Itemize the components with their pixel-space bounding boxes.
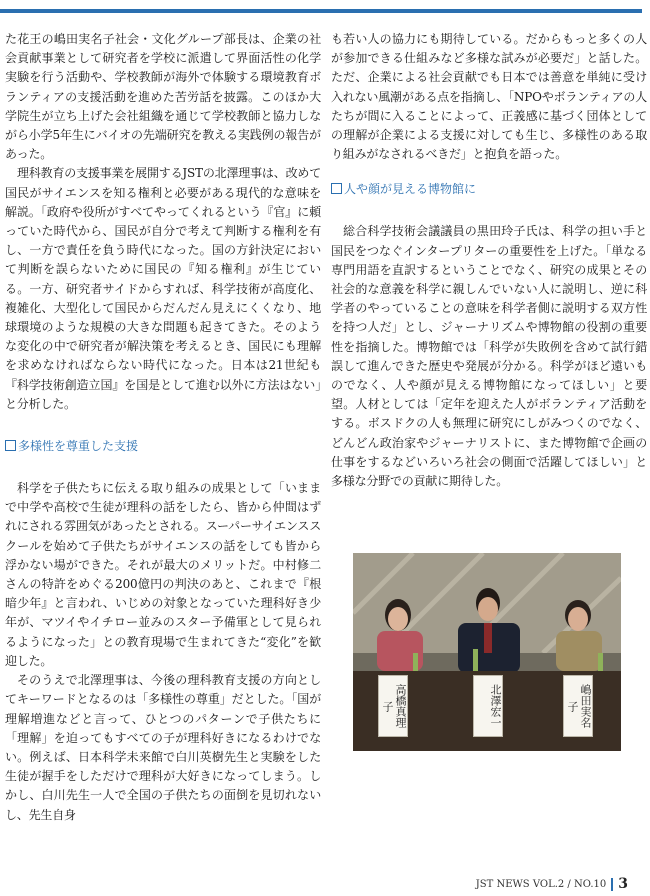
section-heading-text: 人や顔が見える博物館に	[344, 182, 477, 197]
page-number: 3	[618, 876, 628, 892]
nameplate: 北澤宏一	[473, 675, 503, 737]
panel-discussion-photo	[353, 553, 621, 751]
journal-issue: JST NEWS VOL.2 / NO.10	[475, 878, 607, 890]
body-paragraph: 総合科学技術会議議員の黒田玲子氏は、科学の担い手と国民をつなぐインタープリターの重要性を上げた。「単なる専門用語を直訳するということでなく、研究の成果とその社会的な意義を科学に親しんでいない人に説明し、逆に科学者のやっていることの意味を科学者側に説明する双方性を持つ人だ」とし、ジャーナリズムや博物館の役割の重要性を指摘した。博物館では「科学が失敗例を含めて試行錯誤して進んできた歴史や発展が分かる。科学がほど遠いものでなく、人や顔が見える博物館になってほしい」と要望。人材としては「定年を迎えた人がボランティア活動をする。ボスドクの人も無理に研究にしがみつくのでなく、どんどん政治家やジャーナリストに、また博物館で企画の仕事をするなどいろいろ社会の側面で活躍してほしい」と多様な分野での貢献に期待した。	[331, 224, 647, 489]
body-paragraph: も若い人の協力にも期待している。だからもっと多くの人が参加できる仕組みなど多様な試みが必要だ」と話した。ただ、企業による社会貢献でも日本では善意を単純に受け入れない風潮がある点を指摘し、「NPOやボランティアの人たちが間に入ることによって、正義感に基づく団体としての理解が企業による支援に対しても生じ、多様性のある取り組みがなされるべきだ」と抱負を語った。	[331, 32, 647, 162]
square-bullet-icon	[5, 440, 16, 451]
square-bullet-icon	[331, 183, 342, 194]
section-heading-text: 多様性を尊重した支援	[18, 439, 139, 454]
page-footer	[476, 876, 628, 892]
right-column	[331, 30, 647, 491]
nameplate: 嶋田実名子	[563, 675, 593, 737]
body-paragraph: そのうえで北澤理事は、今後の理科教育支援の方向としてキーワードとなるのは「多様性の尊重」だとした。「国が理解増進などと言って、ひとつのパターンで子供たちに「理解」を迫ってもすべての子が理科好きになるわけでない。例えば、日本科学未来館で白川英樹先生と実験をした生徒が握手をしただけで理科が大好きになってしまう。しかし、白川先生一人で全国の子供たちの面倒を見切れないし、先生自身	[5, 673, 321, 822]
section-heading	[331, 180, 647, 199]
body-paragraph: 理科教育の支援事業を展開するJSTの北澤理事は、改めて国民がサイエンスを知る権利と必要がある現代的な意味を解説。「政府や役所がすべてやってくれるという『官』に頼っていた時代から、国民が自分で考えて判断する権利を有し、一方で責任を負う時代になった。国の方針決定において判断を誤らないために国民の『知る権利』が生じている。一方、研究者サイドからすれば、科学技術が高度化、複雑化、大型化して国民からだんだん見えにくくなり、地球環境のような規模の大きな問題も起きてきた。そのような変化の中で研究者が解決策を考えるとき、国民にも理解を求めなければならない時代になった。日本は21世紀も『科学技術創造立国』を国是として進む以外に方法はない」と分析した。	[5, 166, 321, 411]
left-column	[5, 30, 321, 825]
nameplate: 高橋真理子	[378, 675, 408, 737]
footer-divider	[611, 878, 613, 891]
top-rule	[0, 9, 642, 13]
section-heading	[5, 437, 321, 456]
body-paragraph: た花王の嶋田実名子社会・文化グループ部長は、企業の社会貢献事業として研究者を学校に派遣して界面活性の化学実験を行う活動や、学校教師が海外で体験する環境教育ボランティアの支援活動を進めた苦労話を披露。このほか大学院生が立ち上げた会社組織を通じて学校教師と協力しながら小学5年生にバイオの先端研究を教える実践例の報告があった。	[5, 32, 321, 162]
body-paragraph: 科学を子供たちに伝える取り組みの成果として「いままで中学や高校で生徒が理科の話をしたら、皆から仲間はずれにされる雰囲気があったとされる。スーパーサイエンススクールを始めて子供たちがサイエンスの話をしても皆から浮かない場ができた。それが最大のメリットだ。中村修二さんの特許をめぐる200億円の判決のあと、これまで『根暗少年』と言われ、いじめの対象となっていた理科好き少年が、マツイやイチロー並みのスター予備軍として見られるようになった」との教育現場で生まれてきた“変化”を歓迎した。	[5, 481, 321, 668]
